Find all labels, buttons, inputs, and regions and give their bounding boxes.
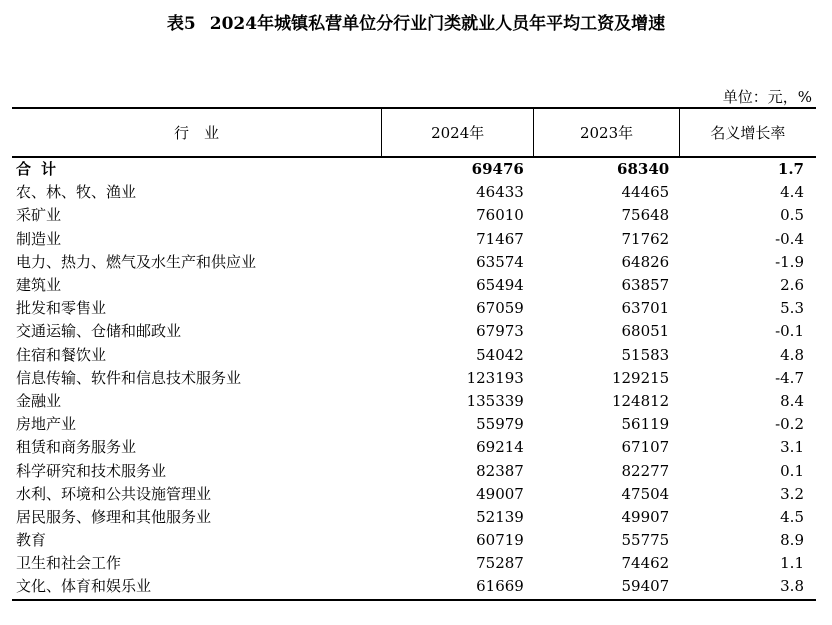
cell-industry: 科学研究和技术服务业 <box>16 461 167 480</box>
cell-2024: 52139 <box>476 507 524 526</box>
table-row <box>12 575 816 599</box>
table-row <box>12 506 816 529</box>
table-row <box>12 390 816 413</box>
table-title <box>0 9 832 34</box>
cell-2024: 123193 <box>466 368 524 387</box>
header-2024: 2024年 <box>382 108 534 157</box>
cell-industry: 住宿和餐饮业 <box>16 345 107 364</box>
cell-growth: -0.1 <box>775 322 804 341</box>
cell-2024: 67059 <box>476 299 524 318</box>
cell-2024: 69214 <box>476 438 524 457</box>
cell-2023: 75648 <box>621 206 670 225</box>
cell-growth: 2.6 <box>780 276 804 295</box>
cell-industry: 金融业 <box>16 391 62 410</box>
cell-2023: 74462 <box>621 554 670 573</box>
cell-industry: 采矿业 <box>16 206 62 225</box>
cell-industry: 电力、热力、燃气及水生产和供应业 <box>16 252 257 271</box>
table-row <box>12 344 816 367</box>
table-row <box>12 529 816 552</box>
cell-industry: 制造业 <box>16 229 62 248</box>
cell-2023: 67107 <box>621 438 670 457</box>
table-number: 表5 <box>166 14 196 34</box>
cell-2023: 63701 <box>621 299 670 318</box>
cell-2023: 63857 <box>621 276 670 295</box>
cell-growth: -4.7 <box>775 368 804 387</box>
cell-2023: 51583 <box>621 345 670 364</box>
table-title-text: 2024年城镇私营单位分行业门类就业人员年平均工资及增速 <box>209 14 666 34</box>
cell-industry: 农、林、牧、渔业 <box>16 183 137 202</box>
cell-industry: 教育 <box>16 531 47 550</box>
cell-2024: 65494 <box>476 276 524 295</box>
cell-industry: 批发和零售业 <box>16 299 107 318</box>
cell-industry: 交通运输、仓储和邮政业 <box>16 322 182 341</box>
cell-2023: 59407 <box>534 575 679 599</box>
cell-industry: 房地产业 <box>16 415 77 434</box>
table-row <box>12 297 816 320</box>
cell-2023: 71762 <box>621 229 670 248</box>
cell-growth: -0.4 <box>775 229 804 248</box>
cell-2023: 64826 <box>621 252 670 271</box>
cell-industry: 建筑业 <box>16 276 62 295</box>
cell-2023: 124812 <box>611 391 670 410</box>
header-row <box>12 108 816 157</box>
table-row <box>12 459 816 482</box>
cell-2024: 67973 <box>476 322 524 341</box>
cell-growth: 4.8 <box>780 345 804 364</box>
cell-industry: 水利、环境和公共设施管理业 <box>16 484 212 503</box>
cell-2023: 68051 <box>621 322 670 341</box>
cell-growth: -0.2 <box>775 415 804 434</box>
cell-growth: 1.7 <box>777 160 804 179</box>
cell-2023: 129215 <box>611 368 670 387</box>
cell-2023: 68340 <box>617 160 670 179</box>
table-row <box>12 413 816 436</box>
cell-growth: 0.5 <box>780 206 804 225</box>
cell-2024: 76010 <box>476 206 524 225</box>
cell-industry: 信息传输、软件和信息技术服务业 <box>16 368 242 387</box>
cell-2024: 71467 <box>476 229 524 248</box>
header-growth: 名义增长率 <box>679 108 816 157</box>
cell-industry: 卫生和社会工作 <box>16 554 122 573</box>
cell-2024: 75287 <box>476 554 524 573</box>
wage-table <box>12 107 816 601</box>
cell-2024: 82387 <box>476 461 524 480</box>
cell-2024: 49007 <box>476 484 524 503</box>
cell-growth: 8.9 <box>780 531 804 550</box>
cell-2024: 135339 <box>466 391 524 410</box>
table-row <box>12 181 816 204</box>
cell-industry: 合计 <box>16 160 67 179</box>
cell-2024: 61669 <box>382 575 534 599</box>
cell-2024: 63574 <box>476 252 524 271</box>
table-row <box>12 367 816 390</box>
table-row <box>12 228 816 251</box>
cell-growth: 1.1 <box>780 554 804 573</box>
cell-2023: 49907 <box>621 507 670 526</box>
unit-label: 单位：元，% <box>722 88 812 106</box>
cell-growth: 4.4 <box>780 183 804 202</box>
table-row <box>12 251 816 274</box>
cell-2024: 69476 <box>471 160 524 179</box>
cell-growth: 3.1 <box>780 438 804 457</box>
cell-industry: 租赁和商务服务业 <box>16 438 137 457</box>
table-row <box>12 436 816 459</box>
cell-growth: 3.2 <box>780 484 804 503</box>
cell-2023: 44465 <box>621 183 670 202</box>
table-row <box>12 204 816 227</box>
table-header <box>12 108 816 157</box>
cell-growth: 5.3 <box>780 299 804 318</box>
total-row <box>12 157 816 181</box>
table-row <box>12 552 816 575</box>
cell-2023: 82277 <box>621 461 670 480</box>
cell-industry: 居民服务、修理和其他服务业 <box>16 507 212 526</box>
table-body <box>12 157 816 600</box>
cell-growth: 8.4 <box>780 391 804 410</box>
header-2023: 2023年 <box>534 108 679 157</box>
cell-growth: 4.5 <box>780 507 804 526</box>
cell-2023: 47504 <box>621 484 670 503</box>
table-row <box>12 320 816 343</box>
header-industry: 行 业 <box>12 108 382 157</box>
cell-industry: 文化、体育和娱乐业 <box>12 575 382 599</box>
table-row <box>12 483 816 506</box>
cell-growth: -1.9 <box>775 252 804 271</box>
cell-growth: 3.8 <box>679 575 816 599</box>
cell-2024: 60719 <box>476 531 524 550</box>
cell-2024: 55979 <box>476 415 524 434</box>
cell-growth: 0.1 <box>780 461 804 480</box>
cell-2024: 46433 <box>476 183 524 202</box>
table-row <box>12 274 816 297</box>
cell-2023: 56119 <box>621 415 670 434</box>
cell-2023: 55775 <box>621 531 670 550</box>
cell-2024: 54042 <box>476 345 524 364</box>
